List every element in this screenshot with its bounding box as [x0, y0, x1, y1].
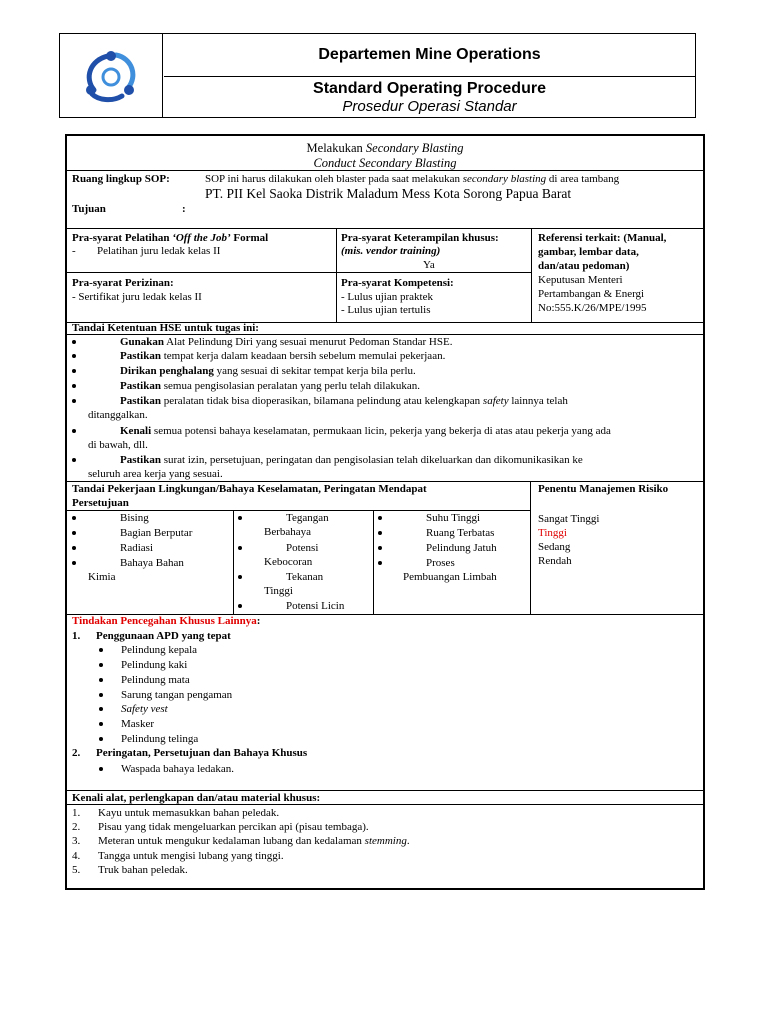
- bullet-icon: [238, 575, 242, 579]
- reference-label-1: Referensi terkait: (Manual,: [538, 232, 667, 244]
- tools-item: 2. Pisau yang tidak mengeluarkan percikan api (pisau tembaga).: [72, 821, 369, 833]
- apd-item: Pelindung telinga: [99, 732, 198, 746]
- bullet-icon: [378, 531, 382, 535]
- scope-location: PT. PII Kel Saoka Distrik Maladum Mess Kota Sorong Papua Barat: [205, 186, 572, 201]
- hse-label: Tandai Ketentuan HSE untuk tugas ini:: [72, 322, 259, 334]
- license-item: - Sertifikat juru ledak kelas II: [72, 291, 202, 303]
- apd-item: Masker: [99, 717, 154, 731]
- precaution-section-number: 2.: [72, 747, 81, 759]
- precaution-label-text: Tindakan Pencegahan Khusus Lainnya: [72, 615, 257, 627]
- purpose-label: Tujuan: [72, 203, 106, 215]
- precaution-section-title: Peringatan, Persetujuan dan Bahaya Khusus: [96, 747, 308, 759]
- logo-cell: [60, 34, 163, 117]
- warning-item: Waspada bahaya ledakan.: [99, 762, 234, 776]
- tools-item: 5. Truk bahan peledak.: [72, 864, 188, 876]
- tools-item: 3. Meteran untuk mengukur kedalaman lubang dan kedalaman stemming.: [72, 835, 410, 847]
- competency-item: - Lulus ujian tertulis: [341, 304, 431, 316]
- bullet-icon: [72, 369, 76, 373]
- purpose-colon: :: [182, 203, 186, 215]
- reference-value-1: Keputusan Menteri: [538, 274, 623, 286]
- hazard-item-continued: Tinggi: [264, 585, 293, 597]
- hse-item: Kenali semua potensi bahaya keselamatan, permukaan licin, pekerja yang bekerja di atas atau pekerja yang ada: [72, 424, 611, 438]
- tools-label: Kenali alat, perlengkapan dan/atau material khusus:: [72, 792, 321, 804]
- hazard-item: Bagian Berputar: [72, 526, 192, 540]
- tools-item: 4. Tangga untuk mengisi lubang yang tinggi.: [72, 850, 284, 862]
- hazard-item-continued: Pembuangan Limbah: [403, 571, 497, 583]
- hazard-item: Potensi Licin: [238, 599, 344, 613]
- scope-text-italic: secondary blasting: [462, 173, 547, 185]
- hazard-item: Tekanan: [238, 570, 323, 584]
- hazard-item: Proses: [378, 556, 455, 570]
- sop-form: [65, 134, 705, 890]
- procedure-title-italic: Secondary Blasting: [365, 141, 464, 155]
- risk-level: Sedang: [538, 541, 571, 553]
- license-label: Pra-syarat Perizinan:: [72, 277, 174, 289]
- hazard-item-continued: Kimia: [88, 571, 116, 583]
- sop-title-en: Standard Operating Procedure: [313, 80, 546, 97]
- skill-label: Pra-syarat Keterampilan khusus:: [341, 232, 499, 244]
- department-title: Departemen Mine Operations: [164, 34, 695, 77]
- apd-item: Sarung tangan pengaman: [99, 688, 232, 702]
- competency-item: - Lulus ujian praktek: [341, 291, 433, 303]
- training-label-italic: ‘Off the Job’: [172, 232, 231, 244]
- bullet-icon: [238, 604, 242, 608]
- bullet-icon: [72, 561, 76, 565]
- hse-item: Pastikan peralatan tidak bisa dioperasikan, bilamana pelindung atau kelengkapan safety lainnya telah: [72, 394, 568, 408]
- skill-value: Ya: [423, 259, 435, 271]
- bullet-icon: [72, 516, 76, 520]
- procedure-title: [67, 140, 703, 156]
- hse-item: Pastikan surat izin, persetujuan, peringatan dan pengisolasian telah dikeluarkan dan dikomunikasikan ke: [72, 453, 583, 467]
- hse-item: Pastikan tempat kerja dalam keadaan bersih sebelum memulai pekerjaan.: [72, 349, 445, 363]
- hazard-item-continued: Kebocoran: [264, 556, 313, 568]
- bullet-icon: [99, 678, 103, 682]
- bullet-icon: [99, 648, 103, 652]
- skill-sublabel: (mis. vendor training): [341, 245, 441, 257]
- precaution-section-title: Penggunaan APD yang tepat: [96, 630, 231, 642]
- hse-item-continued: di bawah, dll.: [88, 439, 148, 451]
- precaution-label: [72, 614, 260, 628]
- reference-label-2: gambar, lembar data,: [538, 246, 639, 258]
- bullet-icon: [238, 546, 242, 550]
- hazard-item: Bising: [72, 511, 149, 525]
- bullet-icon: [238, 516, 242, 520]
- hazard-item: Ruang Terbatas: [378, 526, 494, 540]
- bullet-icon: [72, 546, 76, 550]
- competency-label: Pra-syarat Kompetensi:: [341, 277, 454, 289]
- sop-title: [164, 78, 695, 117]
- apd-item: Pelindung mata: [99, 673, 190, 687]
- training-label-suffix: Formal: [230, 232, 269, 244]
- bullet-icon: [72, 531, 76, 535]
- hazard-item: Pelindung Jatuh: [378, 541, 497, 555]
- scope-text-part1: SOP ini harus dilakukan oleh blaster pada saat melakukan: [205, 173, 463, 185]
- tools-item: 1. Kayu untuk memasukkan bahan peledak.: [72, 807, 280, 819]
- bullet-icon: [72, 399, 76, 403]
- bullet-icon: [378, 561, 382, 565]
- risk-label: Penentu Manajemen Risiko: [538, 483, 669, 495]
- bullet-icon: [99, 722, 103, 726]
- reference-value-2: Pertambangan & Energi: [538, 288, 645, 300]
- bullet-icon: [378, 516, 382, 520]
- apd-item: Pelindung kepala: [99, 643, 197, 657]
- bullet-icon: [72, 458, 76, 462]
- reference-label-3: dan/atau pedoman): [538, 260, 630, 272]
- bullet-icon: [99, 737, 103, 741]
- hazard-item: Tegangan: [238, 511, 329, 525]
- risk-level-selected: Tinggi: [538, 527, 567, 539]
- bullet-icon: [378, 546, 382, 550]
- hse-item: Dirikan penghalang yang sesuai di sekitar tempat kerja bila perlu.: [72, 364, 416, 378]
- hse-item: Gunakan Alat Pelindung Diri yang sesuai menurut Pedoman Standar HSE.: [72, 335, 452, 349]
- precaution-label-colon: :: [256, 615, 261, 627]
- hazard-item: Radiasi: [72, 541, 153, 555]
- bullet-icon: [99, 693, 103, 697]
- hazard-item: Potensi: [238, 541, 318, 555]
- bullet-icon: [72, 354, 76, 358]
- precaution-section-number: 1.: [72, 630, 81, 642]
- hse-item-continued: ditanggalkan.: [88, 409, 148, 421]
- reference-value-3: No:555.K/26/MPE/1995: [538, 302, 647, 314]
- bullet-icon: [99, 767, 103, 771]
- scope-text-part2: di area tambang: [546, 173, 620, 185]
- apd-item: Safety vest: [99, 702, 168, 716]
- hse-item-continued: seluruh area kerja yang sesuai.: [88, 468, 223, 480]
- company-logo-icon: [80, 48, 142, 104]
- bullet-icon: [99, 663, 103, 667]
- risk-level: Sangat Tinggi: [538, 513, 600, 525]
- procedure-title-prefix: Melakukan: [306, 141, 366, 155]
- apd-item: Pelindung kaki: [99, 658, 187, 672]
- bullet-icon: [99, 707, 103, 711]
- bullet-icon: [72, 340, 76, 344]
- training-dash: -: [72, 245, 76, 257]
- hazard-item: Suhu Tinggi: [378, 511, 480, 525]
- hazard-item: Bahaya Bahan: [72, 556, 184, 570]
- sop-title-id: Prosedur Operasi Standar: [342, 98, 517, 115]
- bullet-icon: [72, 429, 76, 433]
- hazard-item-continued: Berbahaya: [264, 526, 312, 538]
- training-item: Pelatihan juru ledak kelas II: [97, 245, 221, 257]
- training-label-prefix: Pra-syarat Pelatihan: [72, 232, 173, 244]
- scope-label: Ruang lingkup SOP:: [72, 173, 170, 185]
- bullet-icon: [72, 384, 76, 388]
- procedure-subtitle: Conduct Secondary Blasting: [313, 156, 457, 170]
- hazard-label-2: Persetujuan: [72, 497, 129, 509]
- hse-item: Pastikan semua pengisolasian peralatan yang perlu telah dilakukan.: [72, 379, 420, 393]
- hazard-label-1: Tandai Pekerjaan Lingkungan/Bahaya Keselamatan, Peringatan Mendapat: [72, 483, 427, 495]
- risk-level: Rendah: [538, 555, 572, 567]
- document-header: [59, 33, 696, 118]
